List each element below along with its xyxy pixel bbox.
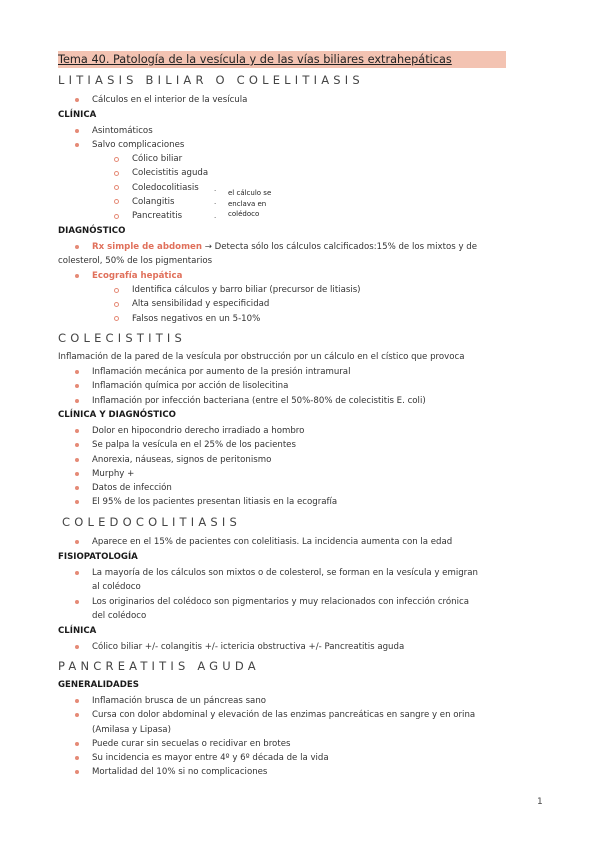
list-item: Identifica cálculos y barro biliar (precursor de litiasis) [112,283,532,297]
list-item: Pancreatitis [112,209,252,223]
list-item: Asintomáticos [72,124,547,138]
list-item: Murphy + [72,467,547,481]
subheading-clinica-diagnostico: CLÍNICA Y DIAGNÓSTICO [58,410,176,420]
note-line: enclava en [228,199,267,208]
list-item: Los originarios del colédoco son pigmentarios y muy relacionados con infección crónica [72,595,568,609]
note-line: colédoco [228,210,260,218]
list-item: Dolor en hipocondrio derecho irradiado a hombro [72,424,547,438]
list-item: La mayoría de los cálculos son mixtos o de colesterol, se forman en la vesícula y emigran [72,566,568,580]
list-item: Datos de infección [72,481,547,495]
coledoco-clinica-list [72,640,547,654]
list-item: Inflamación mecánica por aumento de la presión intramural [72,365,547,379]
highlight-rx: Rx simple de abdomen [92,242,202,252]
list-item [72,269,547,283]
margin-mark: · [214,187,217,195]
list-item: Cálculos en el interior de la vesícula [72,93,547,107]
section-heading-colecistitis: COLECISTITIS [58,331,187,345]
margin-mark: · [214,214,217,222]
list-item: Cólico biliar +/- colangitis +/- ictericia obstructiva +/- Pancreatitis aguda [72,640,547,654]
list-item: Alta sensibilidad y especificidad [112,297,532,311]
list-item-continuation: (Amilasa y Lipasa) [92,724,171,735]
handwritten-note [228,188,271,220]
list-item: Inflamación química por acción de lisolecitina [72,379,547,393]
subheading-clinica: CLÍNICA [58,110,97,120]
list-item-continuation: del colédoco [92,610,147,621]
list-item: Anorexia, náuseas, signos de peritonismo [72,453,547,467]
subheading-fisiopatologia: FISIOPATOLOGÍA [58,552,138,562]
list-item-continuation [58,254,534,268]
list-item: Se palpa la vesícula en el 25% de los pacientes [72,438,547,452]
fisiopatologia-list [72,566,568,623]
section-heading-litiasis: LITIASIS BILIAR O COLELITIASIS [58,73,364,87]
list-item [72,240,568,254]
list-item: Mortalidad del 10% si no complicaciones [72,765,547,779]
list-item: Colecistitis aguda [112,166,252,180]
note-line: el cálculo se [228,189,272,197]
rx-text-cont: colesterol, 50% de los pigmentarios [58,256,213,267]
section-heading-pancreatitis: PANCREATITIS AGUDA [58,659,260,673]
list-item: El 95% de los pacientes presentan litiasis en la ecografía [72,495,547,509]
list-item: Colangitis [112,195,252,209]
list-item: Su incidencia es mayor entre 4º y 6º década de la vida [72,751,547,765]
section-heading-coledocolitiasis: COLEDOCOLITIASIS [62,515,242,529]
highlight-eco: Ecografía hepática [92,270,183,281]
list-item: Cursa con dolor abdominal y elevación de las enzimas pancreáticas en sangre y en orina [72,708,568,722]
margin-mark: · [214,200,217,208]
page-number: 1 [537,797,543,807]
clinica-list [72,124,547,153]
list-item: Inflamación brusca de un páncreas sano [72,694,547,708]
rx-text: → Detecta sólo los cálculos calcificados:15% de los mixtos y de [201,242,478,252]
subheading-generalidades: GENERALIDADES [58,680,139,690]
list-item: Inflamación por infección bacteriana (entre el 50%-80% de colecistitis E. coli) [72,394,547,408]
list-item: Coledocolitiasis [112,181,252,195]
diagnostico-list [58,240,568,283]
list-item: Falsos negativos en un 5-10% [112,312,532,326]
litiasis-intro-list [72,93,547,107]
eco-list [112,283,532,326]
list-item: Aparece en el 15% de pacientes con colelitiasis. La incidencia aumenta con la edad [72,535,547,549]
coledocolitiasis-intro-list [72,535,547,549]
colecistitis-list [72,365,547,408]
colecistitis-intro: Inflamación de la pared de la vesícula por obstrucción por un cálculo en el cístico que provoca [58,352,465,362]
list-item: Cólico biliar [112,152,252,166]
subheading-diagnostico: DIAGNÓSTICO [58,226,126,236]
subheading-clinica-2: CLÍNICA [58,626,97,636]
clinica-diagnostico-list [72,424,547,510]
list-item: Puede curar sin secuelas o recidivar en brotes [72,737,547,751]
list-item: Salvo complicaciones [72,138,547,152]
generalidades-list [72,694,568,780]
page-title: Tema 40. Patología de la vesícula y de las vías biliares extrahepáticas [58,51,506,68]
list-item-continuation: al colédoco [92,582,141,593]
